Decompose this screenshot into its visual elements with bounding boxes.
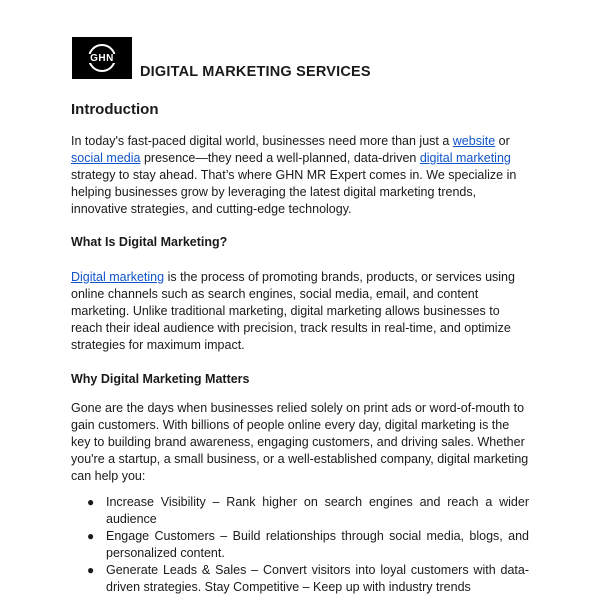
what-heading: What Is Digital Marketing? <box>71 235 228 249</box>
list-item <box>71 562 529 596</box>
intro-paragraph <box>71 133 529 218</box>
benefits-list <box>71 494 529 596</box>
ghn-logo <box>72 37 132 79</box>
digital-marketing-definition-link[interactable]: Digital marketing <box>71 270 165 284</box>
logo-text: GHN <box>90 52 114 64</box>
intro-text-4: strategy to stay ahead. That’s where GHN MR Expert comes in. We specialize in helping businesses grow by leveraging the latest digital marketing trends, innovative strategies, and cutting-edge technology. <box>71 168 517 216</box>
what-paragraph <box>71 269 529 354</box>
list-item <box>71 528 529 562</box>
why-heading: Why Digital Marketing Matters <box>71 372 250 386</box>
intro-text-2: or <box>495 134 510 148</box>
intro-text-1: In today's fast-paced digital world, businesses need more than just a <box>71 134 453 148</box>
intro-text-3: presence—they need a well-planned, data-driven <box>140 151 420 165</box>
website-link[interactable]: website <box>452 134 496 148</box>
why-paragraph: Gone are the days when businesses relied solely on print ads or word-of-mouth to gain customers. With billions of people online every day, digital marketing is the key to building brand awareness, engaging customers, and driving sales. Whether you're a startup, a small business, or a well-established company, digital marketing can help you: <box>71 401 529 483</box>
list-item-text: Increase Visibility – Rank higher on search engines and reach a wider audience <box>106 495 529 526</box>
list-item-text: Engage Customers – Build relationships through social media, blogs, and personalized content. <box>106 529 529 560</box>
bullet-icon: ● <box>87 529 95 543</box>
social-media-link[interactable]: social media <box>71 151 141 165</box>
digital-marketing-link[interactable]: digital marketing <box>419 151 511 165</box>
what-text: is the process of promoting brands, products, or services using online channels such as search engines, social media, email, and content marketing. Unlike traditional marketing, digital marketing allows businesses to reach their ideal audience with precision, track results in real-time, and optimize strategies for maximum impact. <box>71 270 515 352</box>
document-title: DIGITAL MARKETING SERVICES <box>140 64 371 80</box>
bullet-icon: ● <box>87 563 95 577</box>
list-item-text: Generate Leads & Sales – Convert visitors into loyal customers with data-driven strategies. Stay Competitive – Keep up with industry trends <box>106 563 529 594</box>
bullet-icon: ● <box>87 495 95 509</box>
intro-heading: Introduction <box>71 101 159 118</box>
list-item <box>71 494 529 528</box>
document-header <box>72 37 371 79</box>
